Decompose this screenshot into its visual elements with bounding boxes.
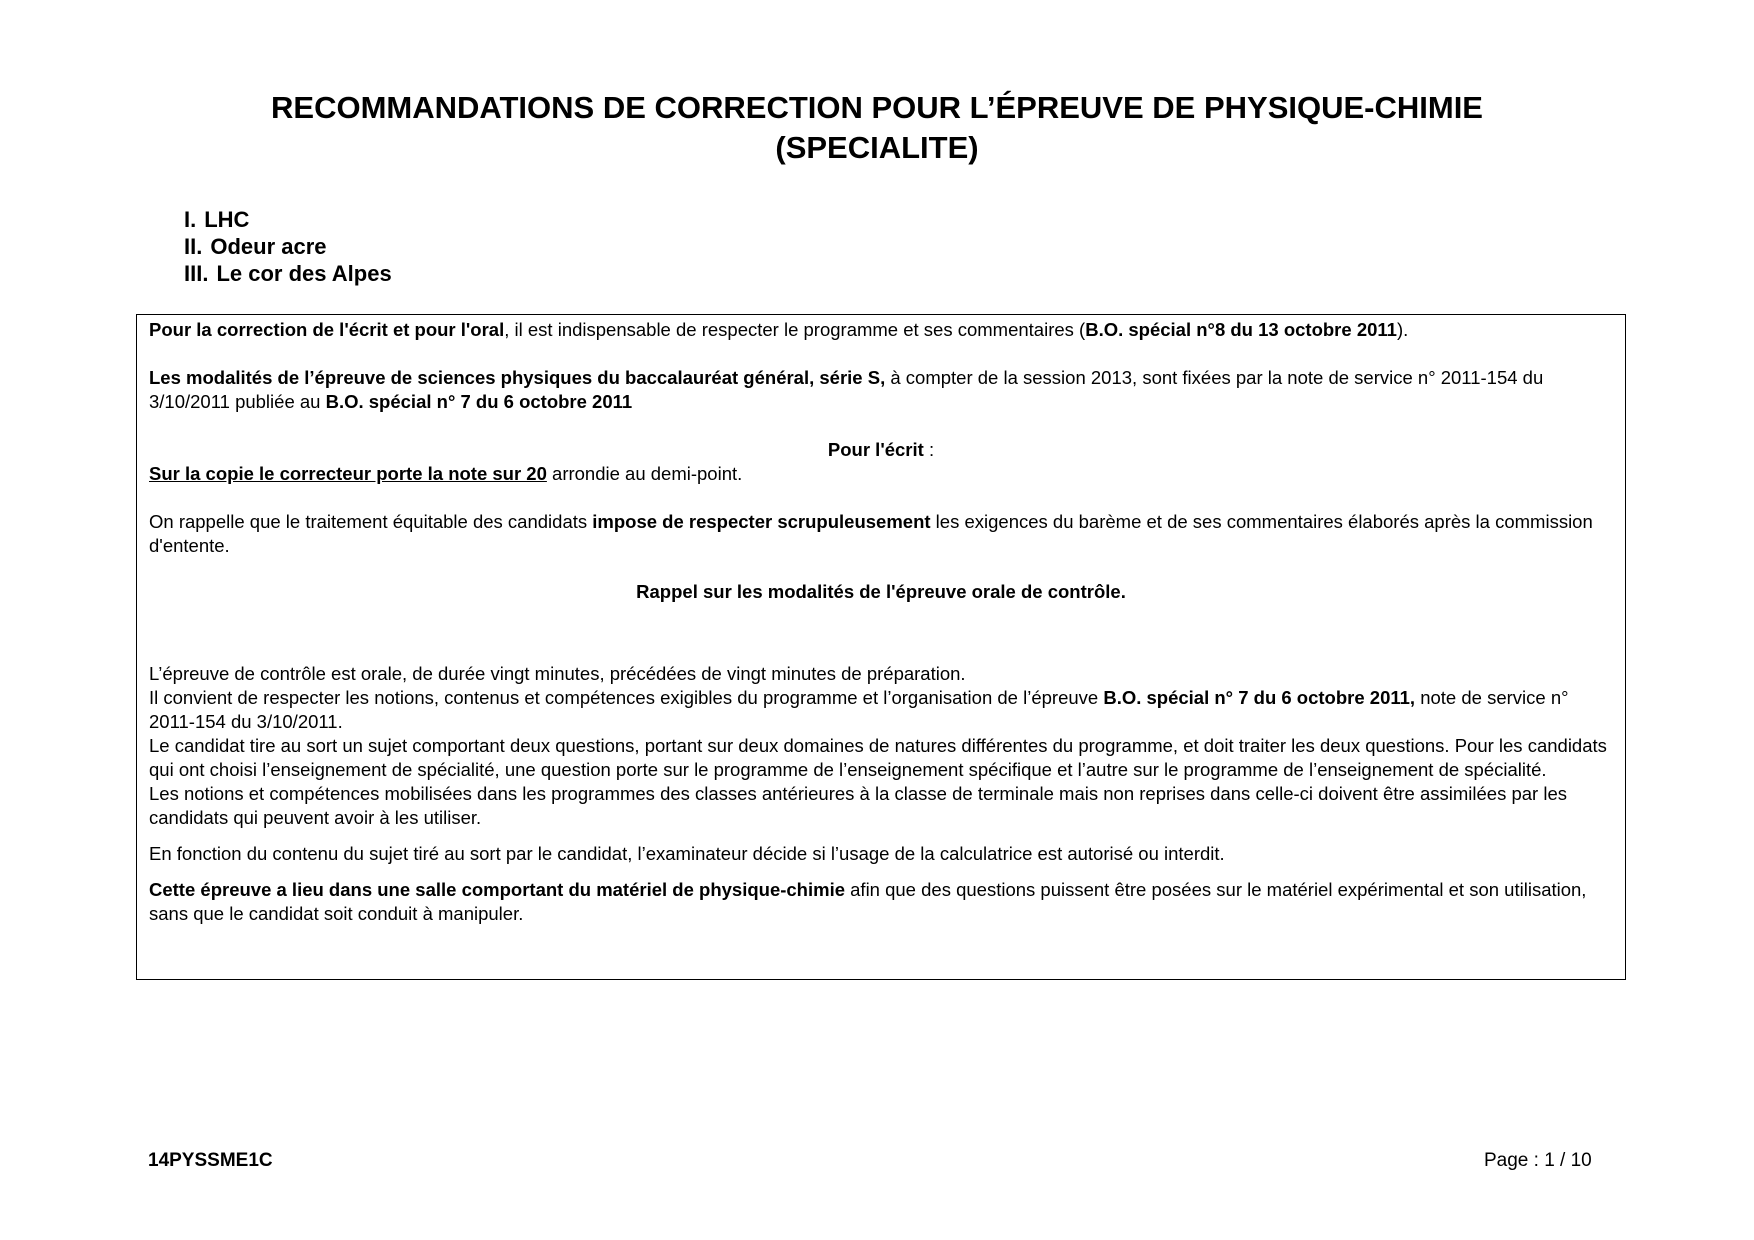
toc-label: LHC — [204, 207, 250, 232]
toc-number: III. — [184, 261, 209, 286]
paragraph-correction-rules: Pour la correction de l'écrit et pour l'oral, il est indispensable de respecter le programme et ses commentaires (B.O. spécial n°8 du 13 octobre 2011). — [149, 319, 1409, 340]
toc-item — [184, 206, 392, 233]
paragraph-lab-room: Cette épreuve a lieu dans une salle comportant du matériel de physique-chimie afin que des questions puissent être posées sur le matériel expérimental et son utilisation, sans que le candidat soit conduit à manipuler. — [149, 879, 1587, 924]
title-line-1: RECOMMANDATIONS DE CORRECTION POUR L’ÉPREUVE DE PHYSIQUE-CHIMIE — [271, 90, 1483, 125]
document-title — [0, 88, 1754, 168]
toc-item — [184, 260, 392, 287]
paragraph-fair-treatment: On rappelle que le traitement équitable des candidats impose de respecter scrupuleusement les exigences du barème et de ses commentaires élaborés après la commission d'entente. — [149, 511, 1593, 556]
toc-label: Le cor des Alpes — [216, 261, 392, 286]
paragraph-oral-notions: Il convient de respecter les notions, contenus et compétences exigibles du programme et l’organisation de l’épreuve B.O. spécial n° 7 du 6 octobre 2011, note de service n° 2011-154 du 3/10/2011. — [149, 687, 1569, 732]
toc-item — [184, 233, 392, 260]
paragraph-calculator: En fonction du contenu du sujet tiré au sort par le candidat, l’examinateur décide si l’usage de la calculatrice est autorisé ou interdit. — [149, 843, 1225, 864]
oral-exam-heading: Rappel sur les modalités de l'épreuve orale de contrôle. — [636, 581, 1126, 602]
paragraph-oral-subject: Le candidat tire au sort un sujet comportant deux questions, portant sur deux domaines de natures différentes du programme, et doit traiter les deux questions. Pour les candidats qui ont choisi l’enseignement de spécialité, une question porte sur le programme de l’enseignement spécifique et l’autre sur le programme de l’enseignement de spécialité. — [149, 735, 1607, 780]
document-code: 14PYSSME1C — [148, 1150, 273, 1171]
toc-number: I. — [184, 207, 197, 232]
instructions-box — [136, 314, 1626, 980]
paragraph-oral-duration: L’épreuve de contrôle est orale, de durée vingt minutes, précédées de vingt minutes de préparation. — [149, 663, 966, 684]
paragraph-grading: Sur la copie le correcteur porte la note sur 20 arrondie au demi-point. — [149, 463, 743, 484]
written-exam-heading: Pour l'écrit : — [827, 439, 935, 460]
toc-label: Odeur acre — [210, 234, 327, 259]
toc-number: II. — [184, 234, 203, 259]
paragraph-exam-modalities: Les modalités de l’épreuve de sciences physiques du baccalauréat général, série S, à compter de la session 2013, sont fixées par la note de service n° 2011-154 du 3/10/2011 publiée au B.O. spécial n° 7 du 6 octobre 2011 — [149, 367, 1544, 412]
paragraph-oral-prior-knowledge: Les notions et compétences mobilisées dans les programmes des classes antérieures à la classe de terminale mais non reprises dans celle-ci doivent être assimilées par les candidats qui peuvent avoir à les utiliser. — [149, 783, 1567, 828]
title-line-2: (SPECIALITE) — [775, 130, 979, 165]
page-number: Page : 1 / 10 — [1484, 1150, 1592, 1171]
table-of-contents — [184, 206, 392, 287]
